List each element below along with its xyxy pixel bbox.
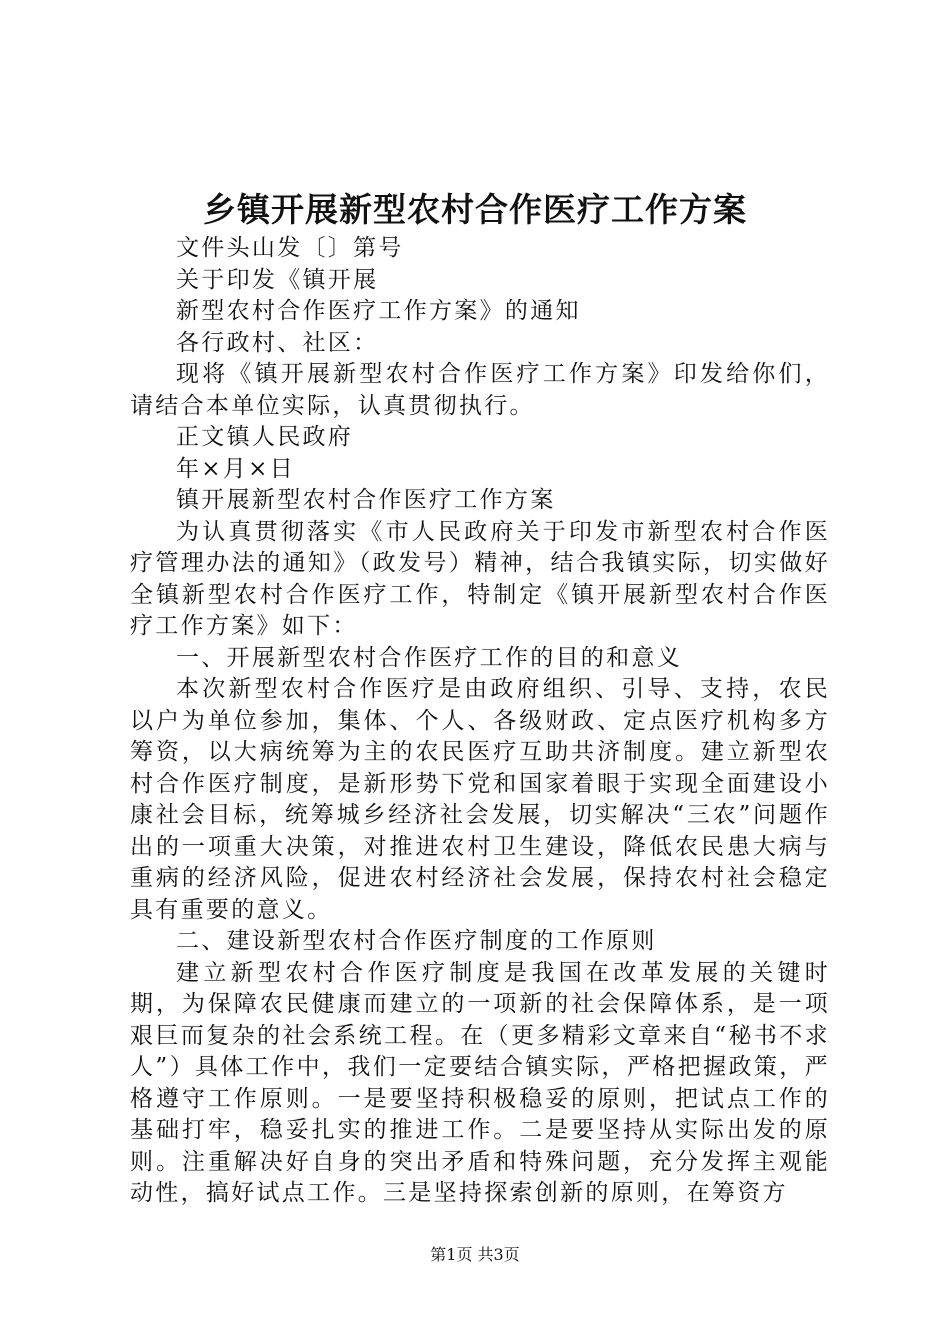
paragraph: 现将《镇开展新型农村合作医疗工作方案》印发给你们，请结合本单位实际，认真贯彻执行。 (130, 361, 830, 419)
paragraph: 新型农村合作医疗工作方案》的通知 (176, 298, 581, 324)
paragraph: 年×月×日 (176, 455, 296, 482)
paragraph: 关于印发《镇开展 (176, 266, 379, 293)
paragraph: 文件头山发〔〕第号 (176, 235, 404, 261)
paragraph: 各行政村、社区： (176, 329, 379, 356)
document-title: 乡镇开展新型农村合作医疗工作方案 (203, 190, 747, 229)
document-body (130, 233, 830, 1210)
paragraph: 镇开展新型农村合作医疗工作方案 (176, 487, 556, 513)
paragraph: 正文镇人民政府 (176, 424, 354, 450)
paragraph: 为认真贯彻落实《市人民政府关于印发市新型农村合作医疗管理办法的通知》（政发号）精神，结合我镇实际，切实做好全镇新型农村合作医疗工作，特制定《镇开展新型农村合作医疗工作方案》如下： (130, 518, 830, 639)
section-heading: 二、建设新型农村合作医疗制度的工作原则 (176, 928, 657, 954)
paragraph: 本次新型农村合作医疗是由政府组织、引导、支持，农民以户为单位参加，集体、个人、各级财政、定点医疗机构多方筹资，以大病统筹为主的农民医疗互助共济制度。建立新型农村合作医疗制度，是新形势下党和国家着眼于实现全面建设小康社会目标，统筹城乡经济社会发展，切实解决“三农”问题作出的一项重大决策，对推进农村卫生建设，降低农民患大病与重病的经济风险，促进农村经济社会发展，保持农村社会稳定具有重要的意义。 (130, 676, 830, 923)
section-heading: 一、开展新型农村合作医疗工作的目的和意义 (176, 644, 682, 671)
paragraph: 建立新型农村合作医疗制度是我国在改革发展的关键时期，为保障农民健康而建立的一项新的社会保障体系，是一项艰巨而复杂的社会系统工程。在（更多精彩文章来自“秘书不求人”）具体工作中，我们一定要结合镇实际，严格把握政策，严格遵守工作原则。一是要坚持积极稳妥的原则，把试点工作的基础打牢，稳妥扎实的推进工作。二是要坚持从实际出发的原则。注重解决好自身的突出矛盾和特殊问题，充分发挥主观能动性，搞好试点工作。三是坚持探索创新的原则，在筹资方 (130, 959, 830, 1206)
page-footer: 第1页 共3页 (430, 1245, 520, 1264)
